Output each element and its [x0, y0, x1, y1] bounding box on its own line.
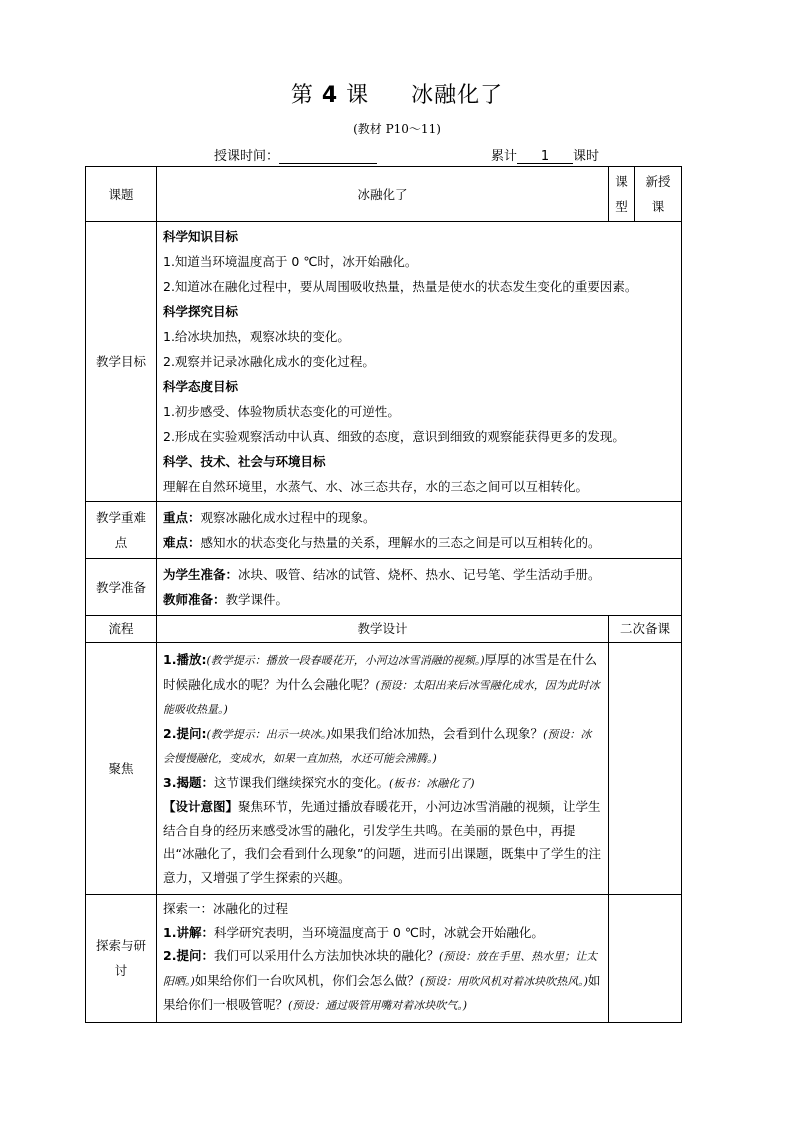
- teacher-prep-text: 教学课件。: [225, 592, 289, 607]
- teacher-prep-head: 教师准备：: [163, 592, 226, 607]
- knowledge-goal-title: 科学知识目标: [163, 229, 239, 244]
- explore-subtitle: 探索一：冰融化的过程: [163, 901, 289, 916]
- question-preset-3: (预设：通过吸管用嘴对着冰块吹气。): [288, 999, 468, 1012]
- revision-col-header: 二次备课: [609, 616, 682, 643]
- topic-label: 课题: [86, 167, 157, 222]
- inquiry-goal-title: 科学探究目标: [163, 304, 239, 319]
- inquiry-goal-2: 2.观察并记录冰融化成水的变化过程。: [163, 354, 375, 369]
- keypoints-label: 教学重难点: [86, 502, 157, 559]
- play-head: 1.播放:: [163, 652, 207, 667]
- time-label: 授课时间：: [214, 149, 280, 164]
- keypoints-row: [86, 502, 682, 559]
- intent-text: 聚焦环节，先通过播放春暖花开，小河边冰雪消融的视频，让学生结合自身的经历来感受冰雪的融化，引发学生共鸣。在美丽的景色中，再提出“冰融化了，我们会看到什么现象”的问题，进而引出课题，既集中了学生的注意力，又增强了学生探索的兴趣。: [163, 799, 601, 885]
- design-col-header: 教学设计: [157, 616, 609, 643]
- focus-revision-cell[interactable]: [609, 643, 682, 895]
- title-prefix: 第: [290, 83, 314, 108]
- reveal-board: (板书：冰融化了): [388, 776, 475, 790]
- key-text: 观察冰融化成水过程中的现象。: [200, 510, 376, 525]
- attitude-goal-2: 2.形成在实验观察活动中认真、细致的态度，意识到细致的观察能获得更多的发现。: [163, 429, 625, 444]
- explore-label: 探索与研讨: [86, 895, 157, 1023]
- lesson-title: [0, 78, 794, 109]
- key-head: 重点：: [163, 510, 201, 525]
- title-suffix: 课: [346, 83, 370, 108]
- focus-label: 聚焦: [86, 643, 157, 895]
- total-label: 累计: [491, 149, 518, 164]
- question-preset-2: (预设：用吹风机对着冰块吹热风。): [419, 974, 588, 988]
- question-preset: (预设：放在手里、热水里；让太阳晒。): [163, 950, 598, 988]
- cumulative-hours: [491, 145, 599, 164]
- title-number: 4: [321, 83, 339, 108]
- lesson-plan-table: [85, 166, 682, 1023]
- ask-preset: (预设：冰会慢慢融化，变成水，如果一直加热，水还可能会沸腾。): [163, 727, 592, 765]
- difficulty-head: 难点：: [163, 535, 201, 550]
- reveal-text: 这节课我们继续探究水的变化。: [213, 774, 389, 790]
- type-label: 课型: [609, 167, 635, 222]
- lesson-time: [214, 145, 377, 164]
- intent-head: 【设计意图】: [163, 799, 239, 814]
- textbook-source: (教材 P10～11): [353, 122, 441, 136]
- ask-hint: (教学提示：出示一块冰。): [206, 727, 331, 741]
- question-head: 2.提问：: [163, 948, 214, 963]
- student-prep-head: 为学生准备：: [163, 567, 239, 582]
- topic-row: [86, 167, 682, 222]
- difficulty-text: 感知水的状态变化与热量的关系，理解水的三态之间是可以互相转化的。: [200, 535, 601, 550]
- question-text-3: 如果给你们一根吸管呢？: [163, 972, 601, 1012]
- goals-label: 教学目标: [86, 222, 157, 502]
- play-hint: (教学提示：播放一段春暖花开，小河边冰雪消融的视频。): [206, 654, 485, 667]
- ask-head: 2.提问:: [163, 725, 207, 741]
- question-text-2: 如果给你们一台吹风机，你们会怎么做？: [194, 972, 420, 988]
- inquiry-goal-1: 1.给冰块加热，观察冰块的变化。: [163, 329, 350, 344]
- play-question: 厚厚的冰雪是在什么时候融化成水的呢？为什么会融化呢？: [163, 652, 598, 692]
- play-preset: (预设：太阳出来后冰雪融化成水，因为此时冰能吸收热量。): [163, 678, 600, 716]
- sts-goal-1: 理解在自然环境里，水蒸气、水、冰三态共存，水的三态之间可以互相转化。: [163, 479, 589, 494]
- prep-row: [86, 559, 682, 616]
- student-prep-text: 冰块、吸管、结冰的试管、烧杯、热水、记号笔、学生活动手册。: [238, 567, 601, 582]
- explain-head: 1.讲解：: [163, 924, 214, 940]
- total-value: 1: [517, 149, 573, 164]
- prep-label: 教学准备: [86, 559, 157, 616]
- total-unit: 课时: [573, 149, 600, 164]
- reveal-head: 3.揭题：: [163, 774, 214, 790]
- ask-question: 如果我们给冰加热，会看到什么现象？: [330, 725, 544, 741]
- knowledge-goal-1: 1.知道当环境温度高于 0 ℃时，冰开始融化。: [163, 254, 418, 269]
- title-name: 冰融化了: [411, 83, 504, 108]
- flow-header-row: [86, 616, 682, 643]
- goals-row: [86, 222, 682, 502]
- explore-revision-cell[interactable]: [609, 895, 682, 1023]
- flow-col-header: 流程: [86, 616, 157, 643]
- knowledge-goal-2: 2.知道冰在融化过程中，要从周围吸收热量，热量是使水的状态发生变化的重要因素。: [163, 279, 638, 294]
- focus-row: [86, 643, 682, 895]
- explain-text: 科学研究表明，当环境温度高于 0 ℃时，冰就会开始融化。: [213, 924, 544, 940]
- attitude-goal-title: 科学态度目标: [163, 379, 239, 394]
- explore-row: [86, 895, 682, 1023]
- question-text: 我们可以采用什么方法加快冰块的融化？: [213, 948, 439, 963]
- time-blank[interactable]: [279, 149, 377, 164]
- topic-value: 冰融化了: [157, 167, 609, 222]
- type-value: 新授课: [635, 167, 682, 222]
- attitude-goal-1: 1.初步感受、体验物质状态变化的可逆性。: [163, 404, 400, 419]
- sts-goal-title: 科学、技术、社会与环境目标: [163, 454, 326, 469]
